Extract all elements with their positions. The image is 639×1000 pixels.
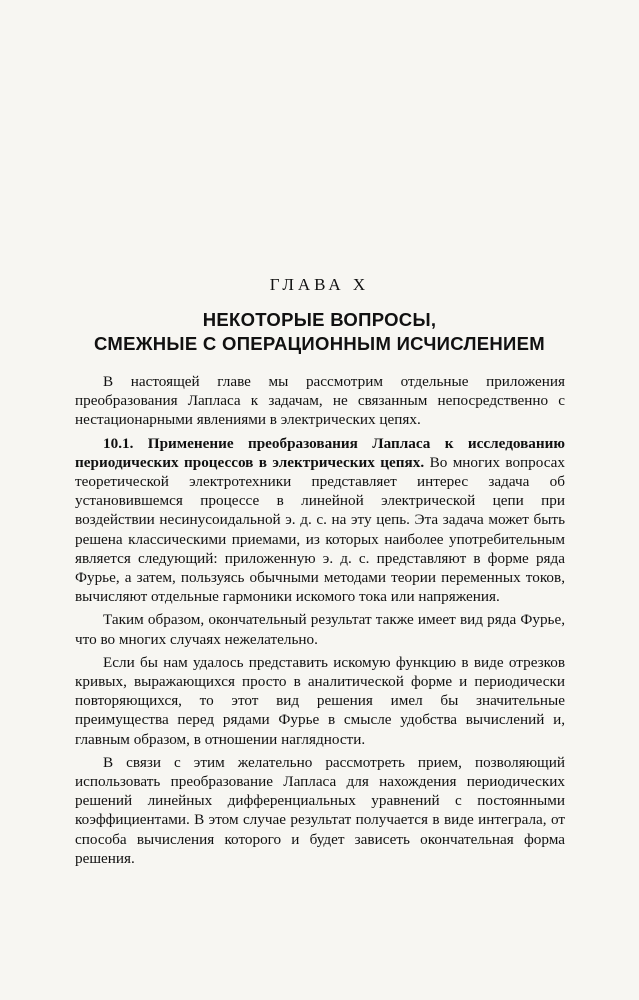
chapter-title-line-1: НЕКОТОРЫЕ ВОПРОСЫ, [202,309,437,330]
paragraph-5: В связи с этим желательно рассмотреть прием, позволяющий использовать преобразование Лапласа для нахождения периодических решений линейных дифференциальных уравнений с постоянными коэффициентами. В этом случае результат получается в виде интеграла, от способа вычисления которого и будет зависеть окончательная форма решения. [75,753,565,867]
chapter-label: ГЛАВА X [269,275,370,294]
intro-paragraph: В настоящей главе мы рассмотрим отдельные приложения преобразования Лапласа к задачам, не связанным непосредственно с нестационарными явлениями в электрических цепях. [75,373,565,429]
section-paragraph [75,434,565,607]
paragraph-4: Если бы нам удалось представить искомую функцию в виде отрезков кривых, выражающихся просто в аналитической форме и периодически повторяющихся, то этот вид решения имел бы значительные преимущества перед рядами Фурье в смысле удобства вычислений и, главным образом, в отношении наглядности. [75,653,565,748]
section-heading: 10.1. Применение преобразования Лапласа к исследованию периодических процессов в электрических цепях. [75,434,565,471]
body-text [75,372,565,868]
section-body: Во многих вопросах теоретической электротехники представляет интерес задача об установившемся процессе в линейной электрической цепи при воздействии несинусоидальной э. д. с. на эту цепь. Эта задача может быть решена классическими приемами, из которых наиболее употребительным является следующий: приложенную э. д. с. представляют в форме ряда Фурье, а затем, пользуясь обычными методами теории переменных токов, вычисляют отдельные гармоники искомого тока или напряжения. [75,453,566,606]
paragraph-3: Таким образом, окончательный результат также имеет вид ряда Фурье, что во многих случаях нежелательно. [75,611,565,648]
chapter-title-line-2: СМЕЖНЫЕ С ОПЕРАЦИОННЫМ ИСЧИСЛЕНИЕМ [93,333,546,354]
chapter-title [0,308,639,356]
